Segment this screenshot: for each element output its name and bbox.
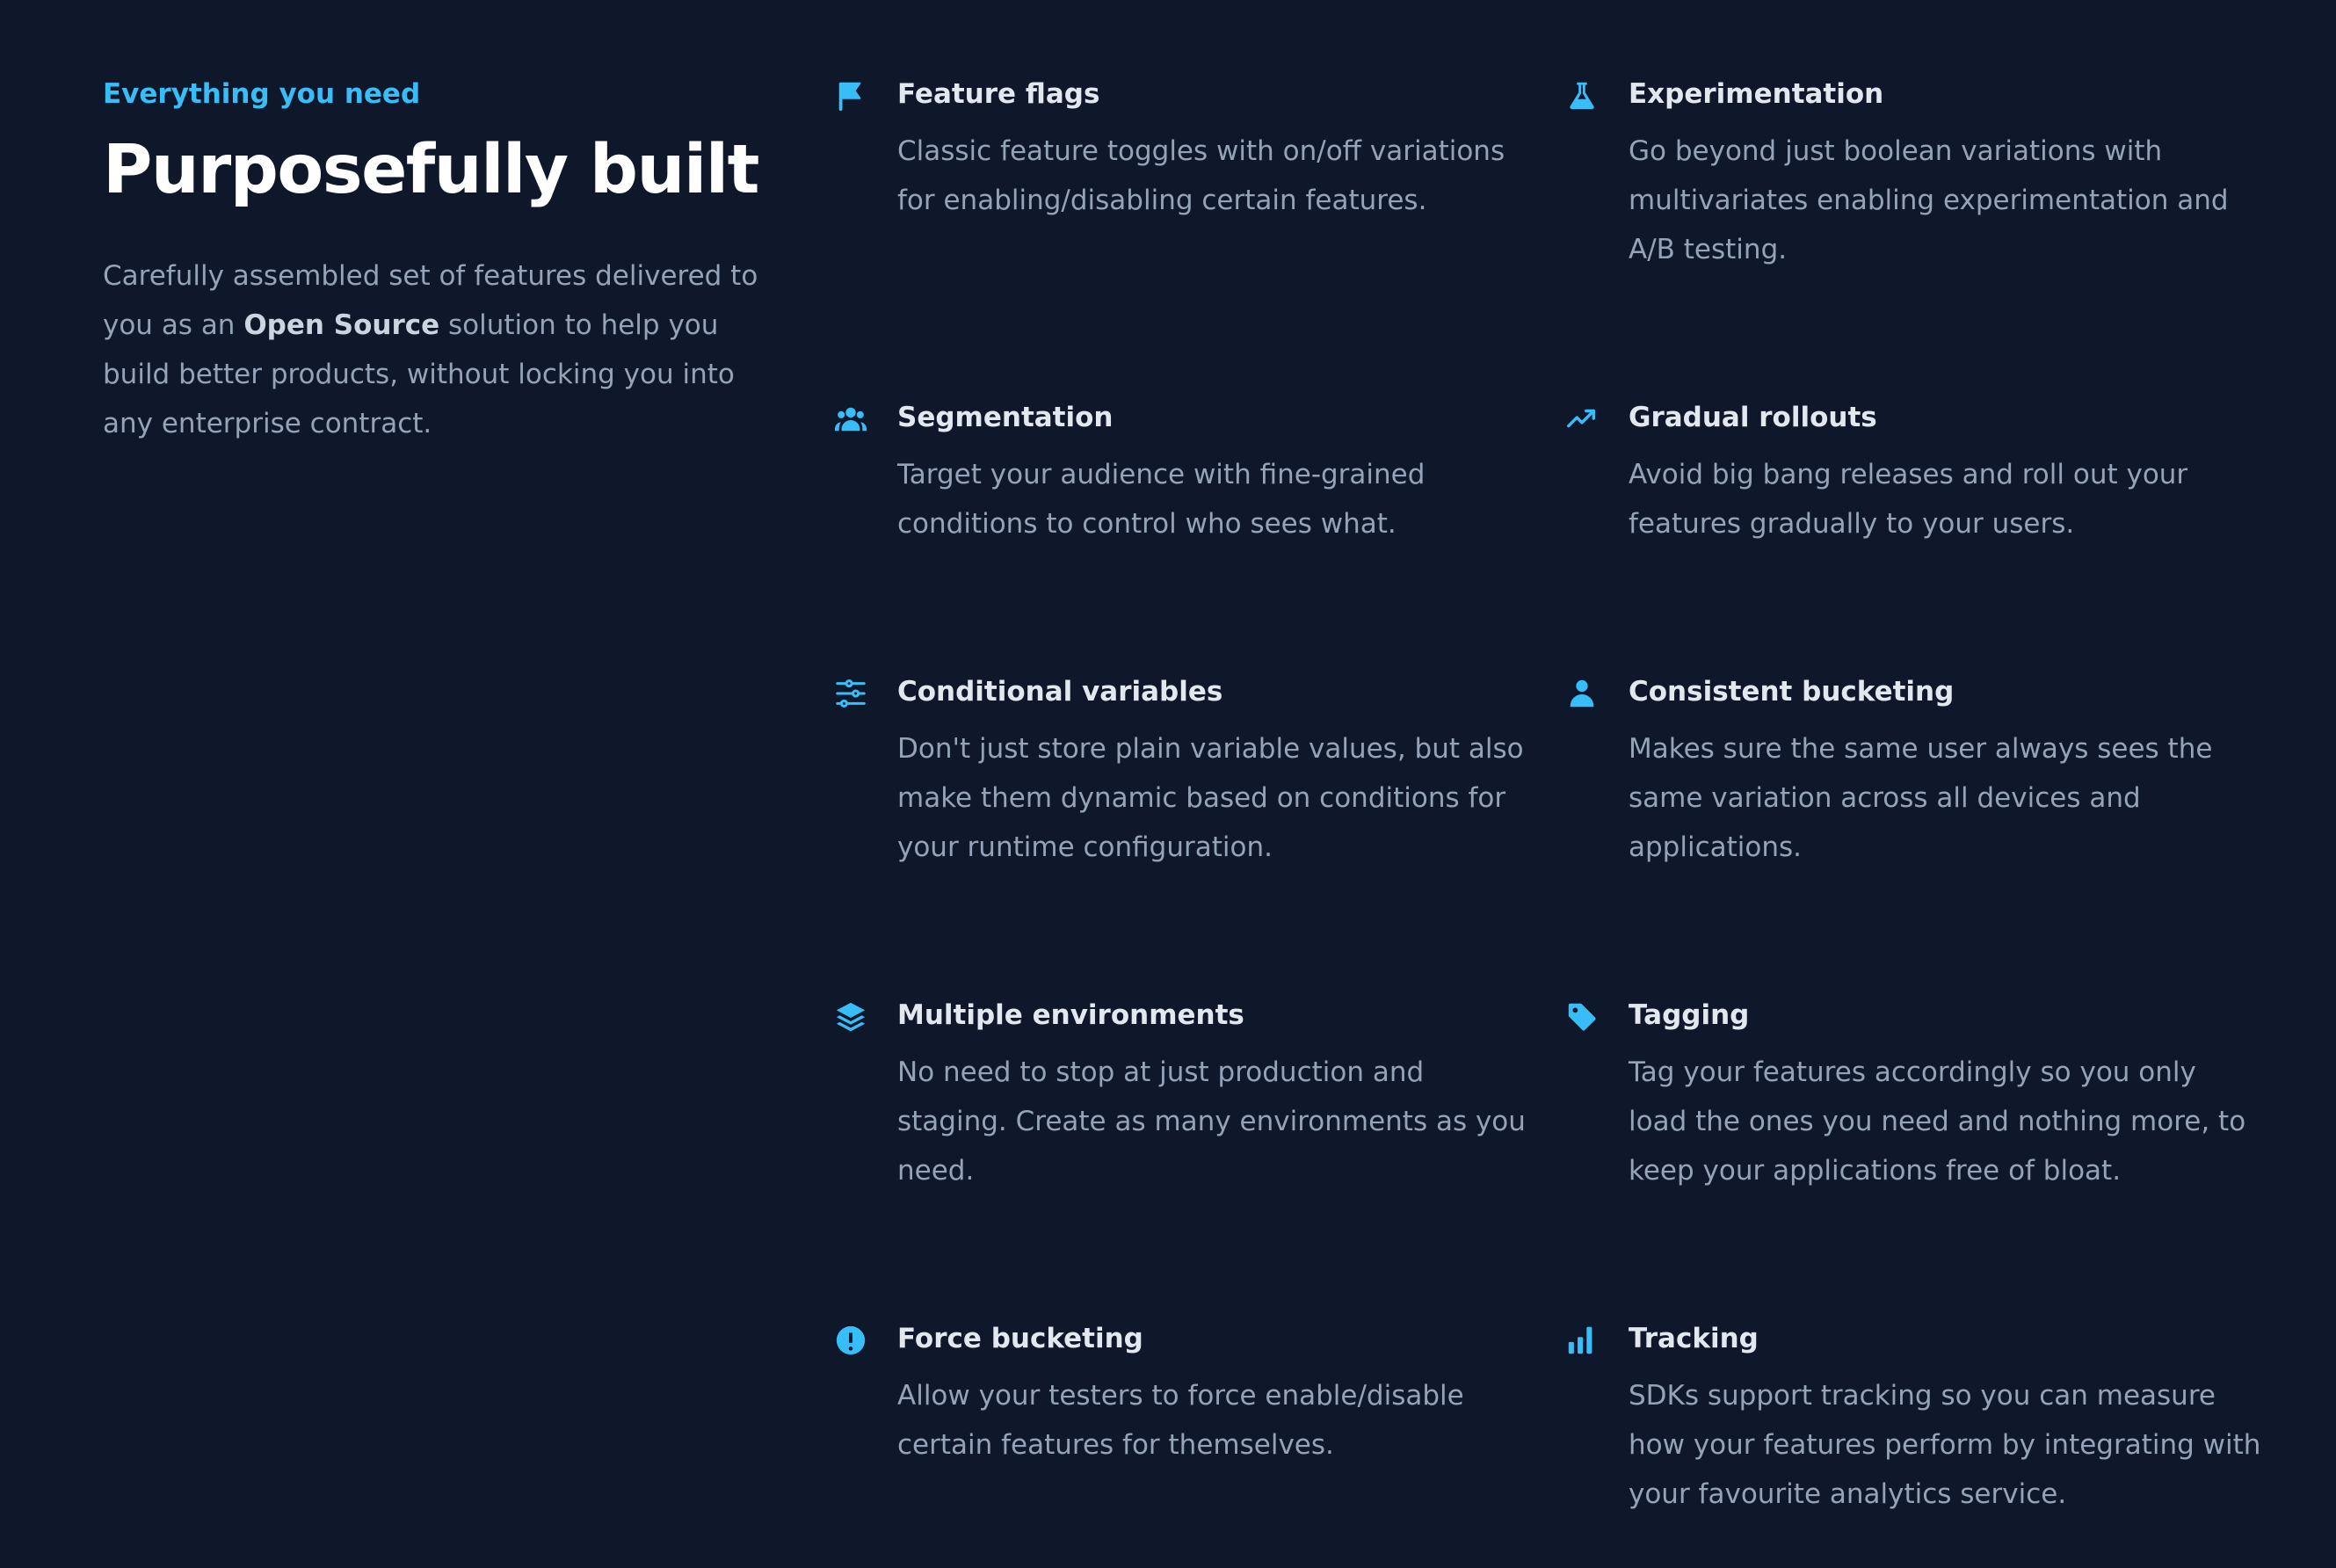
feature-title: Multiple environments	[897, 999, 1244, 1031]
feature-tracking	[1629, 1320, 2261, 1519]
feature-description: Target your audience with fine-grained conditions to control who sees what.	[897, 459, 1426, 540]
feature-title: Conditional variables	[897, 676, 1223, 708]
feature-description: Tag your features accordingly so you only load the ones you need and nothing more, to keep your applications free of bloat.	[1629, 1056, 2246, 1187]
tag-icon	[1565, 1000, 1599, 1034]
flask-icon	[1565, 79, 1599, 113]
exclamation-circle-icon	[834, 1324, 867, 1357]
user-icon	[1565, 677, 1599, 710]
feature-title: Consistent bucketing	[1629, 676, 1955, 708]
feature-title: Experimentation	[1629, 78, 1884, 110]
feature-description: Avoid big bang releases and roll out your features gradually to your users.	[1629, 459, 2188, 540]
feature-feature-flags	[897, 76, 1530, 225]
feature-title: Tagging	[1629, 999, 1750, 1031]
feature-description: Go beyond just boolean variations with multivariates enabling experimentation and A/B testing.	[1629, 135, 2229, 265]
feature-description: Don't just store plain variable values, but also make them dynamic based on conditions for your runtime configuration.	[897, 733, 1524, 863]
feature-consistent-bucketing	[1629, 673, 2261, 872]
feature-description: Makes sure the same user always sees the same variation across all devices and applications.	[1629, 733, 2213, 863]
feature-multiple-environments	[897, 997, 1530, 1195]
description-text-end: solution to help you build better products, without locking you into any enterprise contract.	[103, 309, 735, 439]
feature-tagging	[1629, 997, 2261, 1195]
section-eyebrow: Everything you need	[103, 78, 421, 110]
feature-experimentation	[1629, 76, 2261, 274]
trending-up-icon	[1565, 403, 1599, 436]
feature-description: No need to stop at just production and staging. Create as many environments as you need.	[897, 1056, 1526, 1187]
section-title: Purposefully built	[103, 131, 758, 209]
feature-title: Feature flags	[897, 78, 1100, 110]
feature-title: Segmentation	[897, 402, 1114, 433]
sliders-icon	[834, 677, 867, 710]
bar-chart-icon	[1565, 1324, 1599, 1357]
feature-force-bucketing	[897, 1320, 1530, 1470]
feature-conditional-variables	[897, 673, 1530, 872]
feature-description: SDKs support tracking so you can measure how your features perform by integrating with your favourite analytics service.	[1629, 1380, 2261, 1510]
feature-title: Tracking	[1629, 1323, 1759, 1354]
feature-segmentation	[897, 399, 1530, 548]
layers-icon	[834, 1000, 867, 1034]
feature-description: Allow your testers to force enable/disable certain features for themselves.	[897, 1380, 1464, 1461]
feature-gradual-rollouts	[1629, 399, 2261, 548]
feature-description: Classic feature toggles with on/off variations for enabling/disabling certain features.	[897, 135, 1505, 216]
feature-title: Force bucketing	[897, 1323, 1143, 1354]
description-text-start: Carefully assembled set of features delivered to you as an	[103, 260, 758, 341]
open-source-highlight: Open Source	[243, 309, 440, 341]
flag-icon	[834, 79, 867, 113]
user-group-icon	[834, 403, 867, 436]
feature-title: Gradual rollouts	[1629, 402, 1877, 433]
